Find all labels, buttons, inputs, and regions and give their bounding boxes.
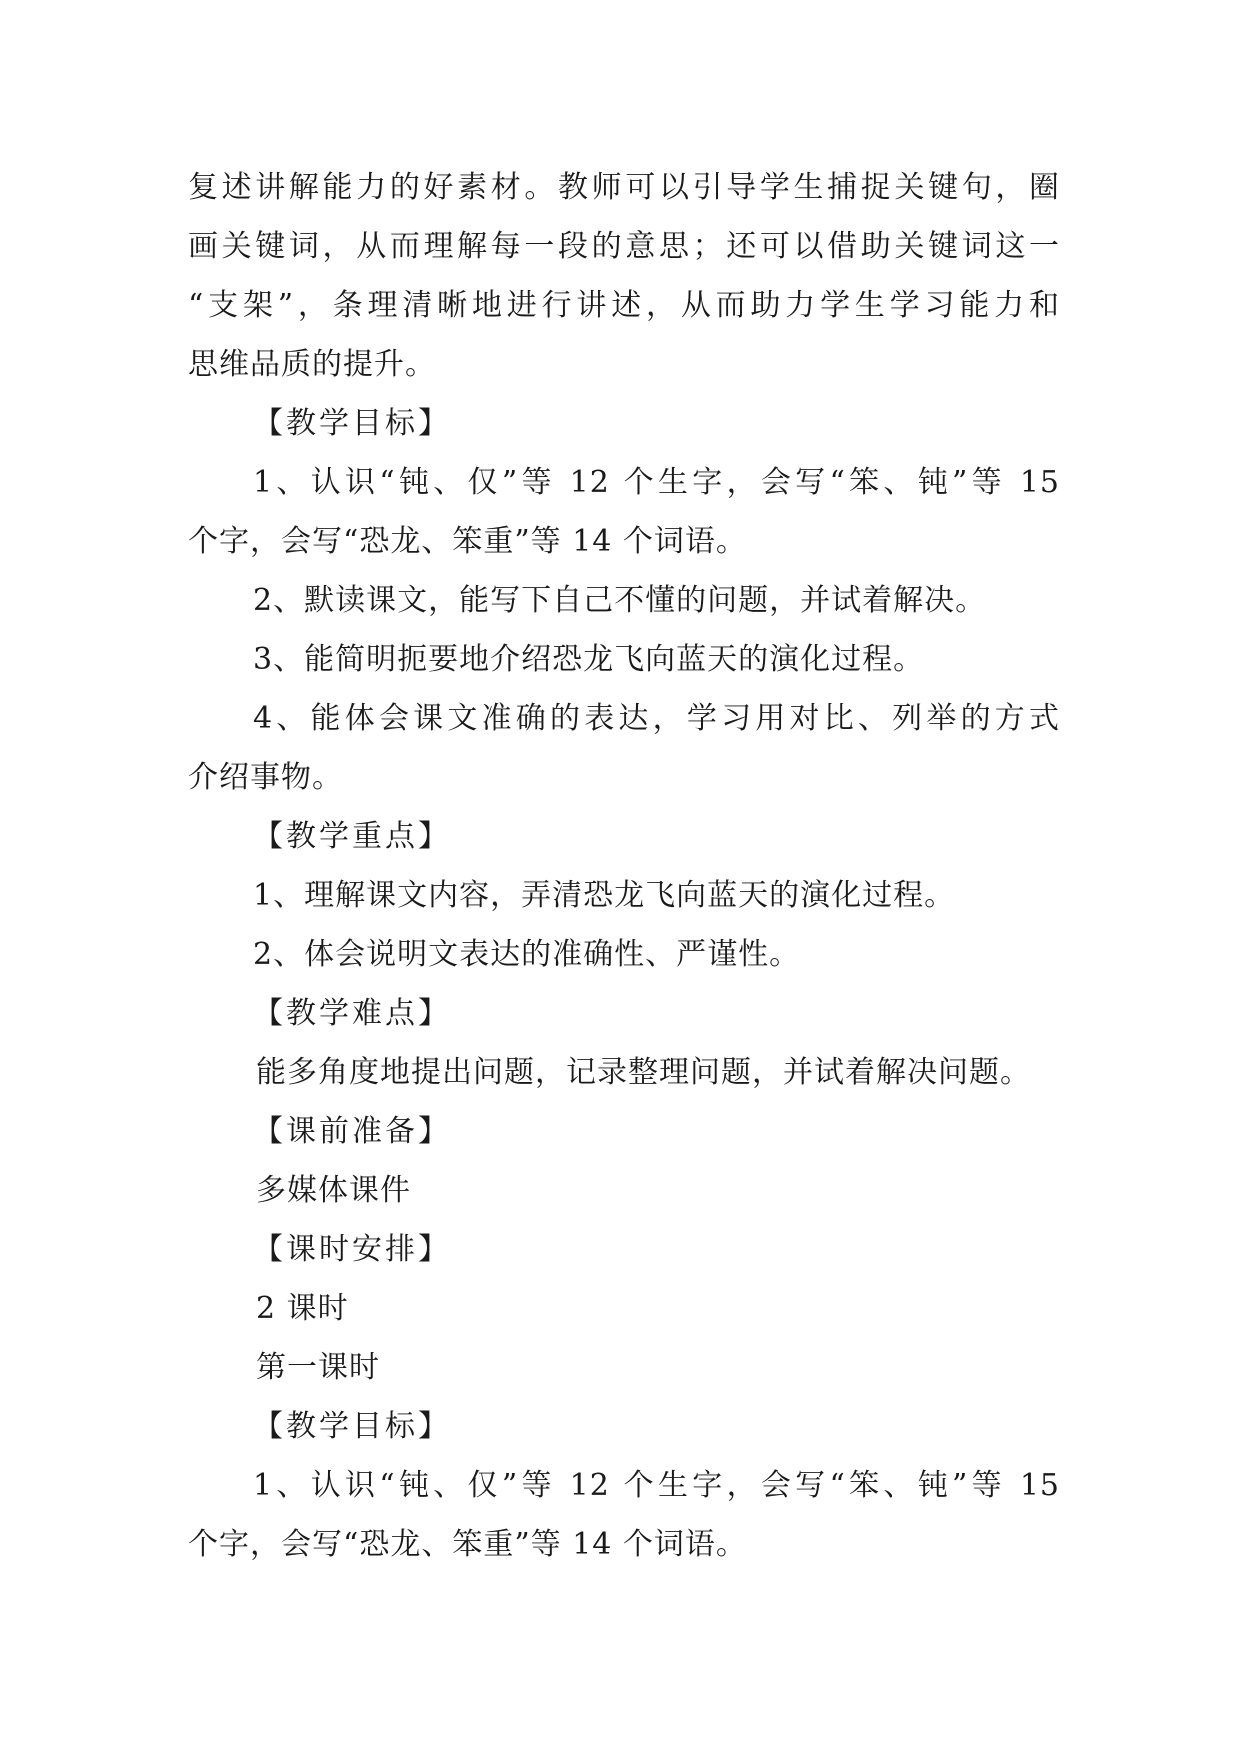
difficulties-text: 能多角度地提出问题，记录整理问题，并试着解决问题。 [256,1055,1031,1090]
intro-line-2: 画关键词，从而理解每一段的意思；还可以借助关键词这一 [188,229,1060,264]
intro-line-1: 复述讲解能力的好素材。教师可以引导学生捕捉关键句，圈 [188,170,1060,205]
goals-item-1-line-1: 1、认识“钝、仅”等 12 个生字，会写“笨、钝”等 15 [253,465,1060,500]
goals-item-4-line-1: 4、能体会课文准确的表达，学习用对比、列举的方式 [253,701,1060,736]
schedule-text: 2 课时 [256,1291,349,1326]
intro-line-4: 思维品质的提升。 [188,347,436,382]
first-lesson-item-1-line-1: 1、认识“钝、仅”等 12 个生字，会写“笨、钝”等 15 [253,1468,1060,1503]
schedule-heading: 【课时安排】 [253,1232,451,1267]
key-points-item-1: 1、理解课文内容，弄清恐龙飞向蓝天的演化过程。 [253,878,956,913]
goals-item-2: 2、默读课文，能写下自己不懂的问题，并试着解决。 [253,583,987,618]
first-lesson-item-1-line-2: 个字，会写“恐龙、笨重”等 14 个词语。 [188,1527,747,1562]
first-lesson-goals-heading: 【教学目标】 [253,1409,451,1444]
goals-item-4-line-2: 介绍事物。 [188,760,343,795]
key-points-heading: 【教学重点】 [253,819,451,854]
intro-line-3: “支架”，条理清晰地进行讲述，从而助力学生学习能力和 [188,288,1060,323]
goals-item-3: 3、能简明扼要地介绍恐龙飞向蓝天的演化过程。 [253,642,925,677]
goals-heading: 【教学目标】 [253,406,451,441]
preparation-text: 多媒体课件 [256,1173,411,1208]
first-lesson-title: 第一课时 [256,1350,380,1385]
goals-item-1-line-2: 个字，会写“恐龙、笨重”等 14 个词语。 [188,524,747,559]
key-points-item-2: 2、体会说明文表达的准确性、严谨性。 [253,937,801,972]
difficulties-heading: 【教学难点】 [253,996,451,1031]
preparation-heading: 【课前准备】 [253,1114,451,1149]
document-page [188,158,1060,1574]
